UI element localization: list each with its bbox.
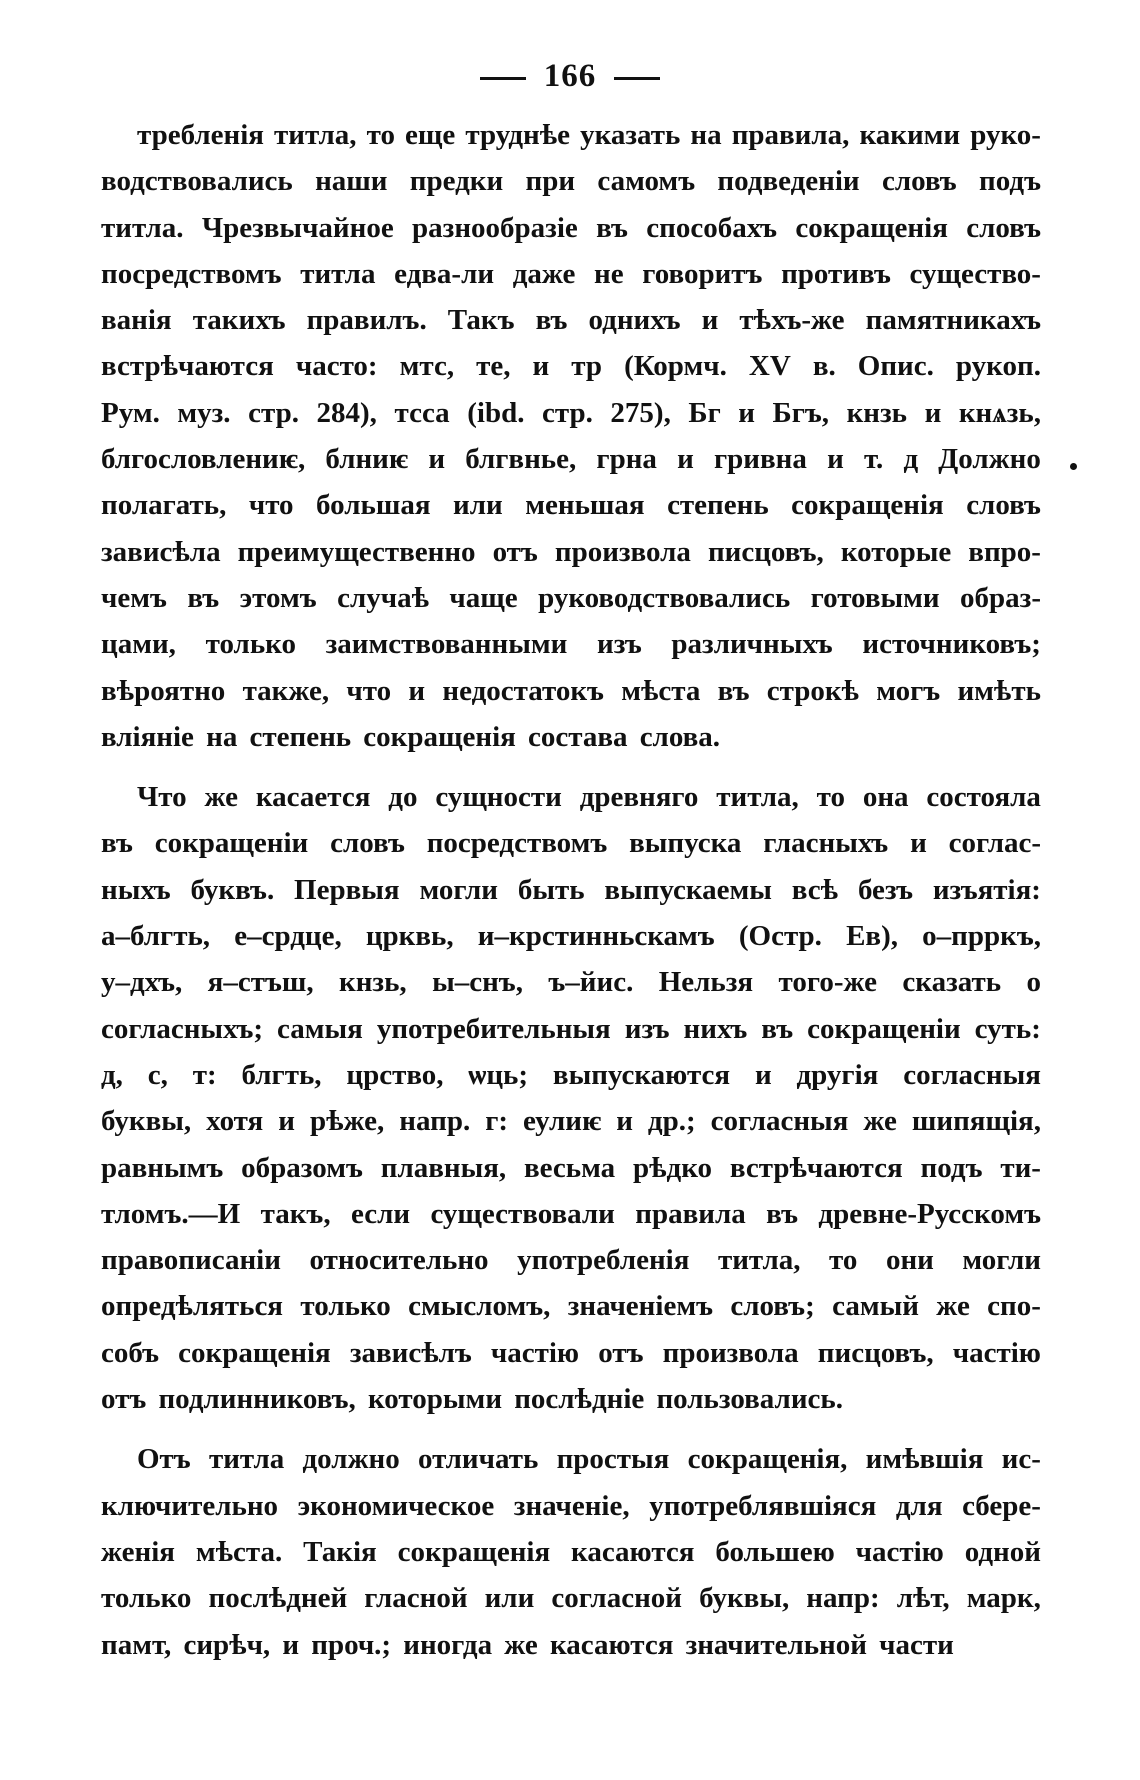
text-line: правописаніи относительно употребленія титла, то они могли (101, 1244, 1041, 1277)
text-line: тломъ.—И такъ, если существовали правила въ древне-Русскомъ (101, 1197, 1041, 1230)
text-line: женія мѣста. Такія сокращенія касаются большею частію одной (101, 1535, 1041, 1568)
text-line: Рум. муз. стр. 284), тсса (ibd. стр. 275), Бг и Бгъ, кнзь и кнѧзь, (101, 396, 1041, 429)
text-line: ныхъ буквъ. Первыя могли быть выпускаемы всѣ безъ изъятія: (101, 873, 1041, 906)
text-line: д, с, т: блгть, црство, ѡць; выпускаются и другія согласныя (101, 1058, 1041, 1091)
text-body (101, 112, 1041, 1668)
paragraph (101, 1436, 1041, 1667)
text-line: ванія такихъ правилъ. Такъ въ однихъ и тѣхъ-же памятникахъ (101, 304, 1041, 337)
paragraph (101, 774, 1041, 1422)
paragraph-gap (101, 760, 1041, 774)
text-line: вліяніе на степень сокращенія состава слова. (101, 720, 721, 753)
text-line: чемъ въ этомъ случаѣ чаще руководствовались готовыми образ- (101, 581, 1041, 614)
text-line: опредѣляться только смысломъ, значеніемъ словъ; самый же спо- (101, 1290, 1041, 1323)
text-line: отъ подлинниковъ, которыми послѣдніе пользовались. (101, 1383, 843, 1416)
page-number: 166 (543, 58, 597, 94)
text-line: равнымъ образомъ плавныя, весьма рѣдко встрѣчаются подъ ти- (101, 1151, 1041, 1184)
text-line: въ сокращеніи словъ посредствомъ выпуска гласныхъ и соглас- (101, 827, 1041, 860)
text-line: только послѣдней гласной или согласной буквы, напр: лѣт, марк, (101, 1582, 1041, 1615)
text-line: титла. Чрезвычайное разнообразіе въ способахъ сокращенія словъ (101, 211, 1041, 244)
paragraph-gap (101, 1422, 1041, 1436)
text-line: Отъ титла должно отличать простыя сокращенія, имѣвшія ис- (137, 1443, 1041, 1476)
text-line: а–блгть, е–срдце, црквь, и–крстинньскамъ (Остр. Ев), о–прркъ, (101, 920, 1041, 953)
text-line: ключительно экономическое значеніе, употреблявшіяся для сбере- (101, 1489, 1041, 1522)
paragraph (101, 112, 1041, 760)
text-line: цами, только заимствованными изъ различныхъ источниковъ; (101, 628, 1041, 661)
text-line: собъ сокращенія зависѣлъ частію отъ произвола писцовъ, частію (101, 1336, 1041, 1369)
text-line: посредствомъ титла едва-ли даже не говоритъ противъ существо- (101, 257, 1041, 290)
text-line: у–дхъ, я–стъш, кнзь, ы–снъ, ъ–йис. Нельзя того-же сказать о (101, 966, 1041, 999)
text-line: зависѣла преимущественно отъ произвола писцовъ, которые впро- (101, 535, 1041, 568)
text-line: Что же касается до сущности древняго титла, то она состояла (137, 781, 1041, 814)
right-dash (614, 77, 660, 80)
text-line: блгословлениѥ, блниѥ и блгвнье, грна и гривна и т. д Должно (101, 443, 1041, 476)
text-line: буквы, хотя и рѣже, напр. г: еулиѥ и др.; согласныя же шипящія, (101, 1105, 1041, 1138)
text-line: полагать, что большая или меньшая степень сокращенія словъ (101, 489, 1041, 522)
text-line: встрѣчаются часто: мтс, те, и тр (Кормч. XV в. Опис. рукоп. (101, 350, 1041, 383)
text-line: вѣроятно также, что и недостатокъ мѣста въ строкѣ могъ имѣть (101, 674, 1041, 707)
left-dash (480, 77, 526, 80)
margin-dot (1070, 463, 1077, 470)
page-number-header (0, 58, 1140, 95)
text-line: памт, сирѣч, и проч.; иногда же касаются значительной части (101, 1628, 954, 1661)
text-line: водствовались наши предки при самомъ подведеніи словъ подъ (101, 165, 1041, 198)
text-line: согласныхъ; самыя употребительныя изъ нихъ въ сокращеніи суть: (101, 1012, 1041, 1045)
text-line: требленія титла, то еще труднѣе указать на правила, какими руко- (137, 119, 1041, 151)
